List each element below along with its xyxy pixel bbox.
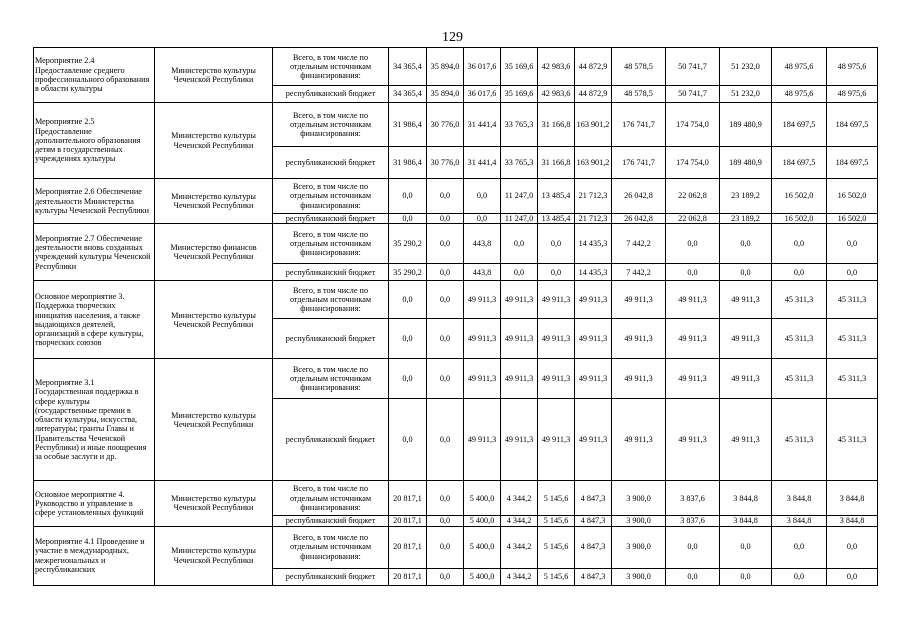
value-cell: 0,0 <box>464 214 501 224</box>
value-cell: 49 911,3 <box>666 399 720 481</box>
value-cell: 0,0 <box>666 224 720 264</box>
value-cell: 5 145,6 <box>538 516 575 526</box>
value-cell: 0,0 <box>501 224 538 264</box>
table-row <box>34 526 878 568</box>
value-cell: 16 502,0 <box>772 179 827 214</box>
executor: Министерство культуры Чеченской Республики <box>155 103 273 179</box>
funding-source: Всего, в том числе по отдельным источникам финансирования: <box>273 359 389 399</box>
value-cell: 13 485,4 <box>538 214 575 224</box>
funding-source: республиканский бюджет <box>273 516 389 526</box>
value-cell: 48 578,5 <box>612 86 666 103</box>
value-cell: 5 145,6 <box>538 568 575 585</box>
funding-source: Всего, в том числе по отдельным источникам финансирования: <box>273 526 389 568</box>
value-cell: 184 697,5 <box>772 147 827 179</box>
value-cell: 3 844,8 <box>827 481 878 516</box>
value-cell: 49 911,3 <box>575 399 612 481</box>
value-cell: 49 911,3 <box>720 359 772 399</box>
value-cell: 14 435,3 <box>575 264 612 281</box>
value-cell: 48 975,6 <box>827 48 878 86</box>
value-cell: 49 911,3 <box>501 319 538 359</box>
value-cell: 49 911,3 <box>720 319 772 359</box>
value-cell: 0,0 <box>427 319 464 359</box>
value-cell: 31 166,8 <box>538 103 575 147</box>
value-cell: 0,0 <box>772 264 827 281</box>
value-cell: 49 911,3 <box>612 359 666 399</box>
value-cell: 189 480,9 <box>720 103 772 147</box>
value-cell: 0,0 <box>427 264 464 281</box>
value-cell: 0,0 <box>427 179 464 214</box>
funding-source: Всего, в том числе по отдельным источникам финансирования: <box>273 103 389 147</box>
value-cell: 35 169,6 <box>501 48 538 86</box>
value-cell: 0,0 <box>427 281 464 319</box>
value-cell: 35 894,0 <box>427 48 464 86</box>
value-cell: 0,0 <box>720 568 772 585</box>
value-cell: 49 911,3 <box>666 359 720 399</box>
value-cell: 189 480,9 <box>720 147 772 179</box>
value-cell: 49 911,3 <box>612 319 666 359</box>
value-cell: 3 900,0 <box>612 516 666 526</box>
value-cell: 34 365,4 <box>389 48 427 86</box>
value-cell: 48 578,5 <box>612 48 666 86</box>
value-cell: 16 502,0 <box>772 214 827 224</box>
value-cell: 49 911,3 <box>575 281 612 319</box>
value-cell: 51 232,0 <box>720 48 772 86</box>
value-cell: 45 311,3 <box>772 399 827 481</box>
executor: Министерство финансов Чеченской Республики <box>155 224 273 281</box>
value-cell: 30 776,0 <box>427 147 464 179</box>
value-cell: 49 911,3 <box>464 399 501 481</box>
value-cell: 5 400,0 <box>464 481 501 516</box>
value-cell: 31 441,4 <box>464 103 501 147</box>
funding-source: Всего, в том числе по отдельным источникам финансирования: <box>273 179 389 214</box>
value-cell: 5 145,6 <box>538 526 575 568</box>
value-cell: 31 441,4 <box>464 147 501 179</box>
value-cell: 48 975,6 <box>827 86 878 103</box>
value-cell: 0,0 <box>827 224 878 264</box>
value-cell: 49 911,3 <box>720 399 772 481</box>
page-number: 129 <box>442 30 463 45</box>
value-cell: 50 741,7 <box>666 48 720 86</box>
value-cell: 23 189,2 <box>720 214 772 224</box>
value-cell: 22 062,8 <box>666 179 720 214</box>
value-cell: 16 502,0 <box>827 214 878 224</box>
funding-source: республиканский бюджет <box>273 147 389 179</box>
value-cell: 3 844,8 <box>720 481 772 516</box>
funding-source: республиканский бюджет <box>273 264 389 281</box>
executor: Министерство культуры Чеченской Республики <box>155 526 273 585</box>
executor: Министерство культуры Чеченской Республики <box>155 281 273 359</box>
funding-source: республиканский бюджет <box>273 86 389 103</box>
value-cell: 4 344,2 <box>501 568 538 585</box>
value-cell: 45 311,3 <box>827 359 878 399</box>
value-cell: 31 986,4 <box>389 103 427 147</box>
value-cell: 5 400,0 <box>464 568 501 585</box>
value-cell: 45 311,3 <box>827 399 878 481</box>
value-cell: 4 847,3 <box>575 568 612 585</box>
value-cell: 49 911,3 <box>501 281 538 319</box>
activity-name: Мероприятие 4.1 Проведение и участие в международных, межрегиональных и республиканских <box>34 526 155 585</box>
value-cell: 49 911,3 <box>575 359 612 399</box>
value-cell: 31 166,8 <box>538 147 575 179</box>
value-cell: 49 911,3 <box>720 281 772 319</box>
value-cell: 4 847,3 <box>575 526 612 568</box>
activity-name: Мероприятие 2.4 Предоставление среднего профессионального образования в области культуры <box>34 48 155 103</box>
value-cell: 0,0 <box>538 224 575 264</box>
value-cell: 0,0 <box>427 214 464 224</box>
value-cell: 34 365,4 <box>389 86 427 103</box>
executor: Министерство культуры Чеченской Республики <box>155 48 273 103</box>
value-cell: 45 311,3 <box>772 359 827 399</box>
value-cell: 45 311,3 <box>827 281 878 319</box>
value-cell: 21 712,3 <box>575 214 612 224</box>
value-cell: 11 247,0 <box>501 179 538 214</box>
value-cell: 0,0 <box>427 526 464 568</box>
value-cell: 49 911,3 <box>538 281 575 319</box>
funding-source: республиканский бюджет <box>273 319 389 359</box>
table-row <box>34 224 878 264</box>
value-cell: 49 911,3 <box>666 281 720 319</box>
value-cell: 184 697,5 <box>827 103 878 147</box>
value-cell: 0,0 <box>389 399 427 481</box>
value-cell: 50 741,7 <box>666 86 720 103</box>
value-cell: 3 844,8 <box>827 516 878 526</box>
value-cell: 33 765,3 <box>501 103 538 147</box>
value-cell: 4 344,2 <box>501 481 538 516</box>
value-cell: 44 872,9 <box>575 48 612 86</box>
executor: Министерство культуры Чеченской Республики <box>155 179 273 224</box>
value-cell: 44 872,9 <box>575 86 612 103</box>
value-cell: 49 911,3 <box>612 399 666 481</box>
value-cell: 49 911,3 <box>538 319 575 359</box>
value-cell: 3 844,8 <box>772 481 827 516</box>
value-cell: 23 189,2 <box>720 179 772 214</box>
value-cell: 33 765,3 <box>501 147 538 179</box>
value-cell: 176 741,7 <box>612 147 666 179</box>
activity-name: Мероприятие 2.6 Обеспечение деятельности Министерства культуры Чеченской Республики <box>34 179 155 224</box>
value-cell: 26 042,8 <box>612 214 666 224</box>
value-cell: 4 847,3 <box>575 516 612 526</box>
table-row <box>34 48 878 86</box>
value-cell: 49 911,3 <box>538 399 575 481</box>
value-cell: 49 911,3 <box>501 399 538 481</box>
activity-name: Мероприятие 2.5 Предоставление дополнительного образования детям в государственных учреждениях культуры <box>34 103 155 179</box>
value-cell: 20 817,1 <box>389 526 427 568</box>
value-cell: 20 817,1 <box>389 516 427 526</box>
value-cell: 16 502,0 <box>827 179 878 214</box>
value-cell: 0,0 <box>666 264 720 281</box>
value-cell: 0,0 <box>389 281 427 319</box>
value-cell: 0,0 <box>389 179 427 214</box>
value-cell: 14 435,3 <box>575 224 612 264</box>
value-cell: 21 712,3 <box>575 179 612 214</box>
funding-source: республиканский бюджет <box>273 568 389 585</box>
funding-source: Всего, в том числе по отдельным источникам финансирования: <box>273 224 389 264</box>
value-cell: 22 062,8 <box>666 214 720 224</box>
value-cell: 3 900,0 <box>612 568 666 585</box>
table-row <box>34 103 878 147</box>
value-cell: 0,0 <box>427 359 464 399</box>
value-cell: 35 290,2 <box>389 264 427 281</box>
value-cell: 51 232,0 <box>720 86 772 103</box>
value-cell: 0,0 <box>538 264 575 281</box>
value-cell: 45 311,3 <box>772 281 827 319</box>
funding-source: Всего, в том числе по отдельным источникам финансирования: <box>273 48 389 86</box>
value-cell: 0,0 <box>666 526 720 568</box>
value-cell: 0,0 <box>772 224 827 264</box>
value-cell: 7 442,2 <box>612 224 666 264</box>
value-cell: 0,0 <box>427 399 464 481</box>
table-row <box>34 359 878 399</box>
value-cell: 443,8 <box>464 224 501 264</box>
value-cell: 35 290,2 <box>389 224 427 264</box>
value-cell: 5 145,6 <box>538 481 575 516</box>
value-cell: 0,0 <box>666 568 720 585</box>
value-cell: 0,0 <box>427 481 464 516</box>
value-cell: 3 844,8 <box>772 516 827 526</box>
value-cell: 0,0 <box>827 526 878 568</box>
executor: Министерство культуры Чеченской Республики <box>155 359 273 481</box>
value-cell: 0,0 <box>389 319 427 359</box>
table-row <box>34 481 878 516</box>
value-cell: 0,0 <box>827 568 878 585</box>
value-cell: 0,0 <box>772 568 827 585</box>
funding-source: Всего, в том числе по отдельным источникам финансирования: <box>273 281 389 319</box>
value-cell: 49 911,3 <box>464 281 501 319</box>
value-cell: 3 900,0 <box>612 526 666 568</box>
table-row <box>34 281 878 319</box>
value-cell: 7 442,2 <box>612 264 666 281</box>
value-cell: 13 485,4 <box>538 179 575 214</box>
value-cell: 42 983,6 <box>538 48 575 86</box>
value-cell: 26 042,8 <box>612 179 666 214</box>
value-cell: 174 754,0 <box>666 103 720 147</box>
value-cell: 0,0 <box>827 264 878 281</box>
value-cell: 35 169,6 <box>501 86 538 103</box>
value-cell: 4 344,2 <box>501 516 538 526</box>
value-cell: 45 311,3 <box>772 319 827 359</box>
value-cell: 20 817,1 <box>389 568 427 585</box>
value-cell: 3 900,0 <box>612 481 666 516</box>
value-cell: 49 911,3 <box>501 359 538 399</box>
value-cell: 49 911,3 <box>464 359 501 399</box>
value-cell: 49 911,3 <box>575 319 612 359</box>
funding-source: республиканский бюджет <box>273 214 389 224</box>
table-row <box>34 179 878 214</box>
activity-name: Мероприятие 3.1 Государственная поддержка в сфере культуры (государственные премии в области культуры, искусства, литературы; гранты Главы и Правительства Чеченской Республики) и иные поощрения за особые заслуги и др. <box>34 359 155 481</box>
activity-name: Основное мероприятие 4. Руководство и управление в сфере установленных функций <box>34 481 155 526</box>
value-cell: 49 911,3 <box>666 319 720 359</box>
value-cell: 0,0 <box>389 214 427 224</box>
value-cell: 36 017,6 <box>464 86 501 103</box>
value-cell: 184 697,5 <box>827 147 878 179</box>
value-cell: 35 894,0 <box>427 86 464 103</box>
value-cell: 0,0 <box>427 568 464 585</box>
value-cell: 48 975,6 <box>772 86 827 103</box>
value-cell: 184 697,5 <box>772 103 827 147</box>
value-cell: 30 776,0 <box>427 103 464 147</box>
value-cell: 163 901,2 <box>575 103 612 147</box>
value-cell: 4 847,3 <box>575 481 612 516</box>
value-cell: 0,0 <box>720 264 772 281</box>
funding-source: Всего, в том числе по отдельным источникам финансирования: <box>273 481 389 516</box>
value-cell: 174 754,0 <box>666 147 720 179</box>
executor: Министерство культуры Чеченской Республики <box>155 481 273 526</box>
value-cell: 20 817,1 <box>389 481 427 516</box>
value-cell: 0,0 <box>501 264 538 281</box>
value-cell: 3 837,6 <box>666 481 720 516</box>
value-cell: 3 837,6 <box>666 516 720 526</box>
value-cell: 0,0 <box>427 516 464 526</box>
value-cell: 0,0 <box>427 224 464 264</box>
value-cell: 176 741,7 <box>612 103 666 147</box>
value-cell: 3 844,8 <box>720 516 772 526</box>
value-cell: 31 986,4 <box>389 147 427 179</box>
value-cell: 4 344,2 <box>501 526 538 568</box>
activity-name: Мероприятие 2.7 Обеспечение деятельности вновь созданных учреждений культуры Чеченской Республики <box>34 224 155 281</box>
value-cell: 5 400,0 <box>464 526 501 568</box>
value-cell: 5 400,0 <box>464 516 501 526</box>
value-cell: 42 983,6 <box>538 86 575 103</box>
value-cell: 0,0 <box>389 359 427 399</box>
value-cell: 49 911,3 <box>612 281 666 319</box>
value-cell: 443,8 <box>464 264 501 281</box>
value-cell: 49 911,3 <box>538 359 575 399</box>
value-cell: 0,0 <box>720 224 772 264</box>
value-cell: 163 901,2 <box>575 147 612 179</box>
funding-source: республиканский бюджет <box>273 399 389 481</box>
value-cell: 45 311,3 <box>827 319 878 359</box>
value-cell: 48 975,6 <box>772 48 827 86</box>
activity-name: Основное мероприятие 3. Поддержка творческих инициатив населения, а также выдающихся деятелей, организаций в сфере культуры, творческих союзов <box>34 281 155 359</box>
value-cell: 11 247,0 <box>501 214 538 224</box>
value-cell: 36 017,6 <box>464 48 501 86</box>
value-cell: 0,0 <box>720 526 772 568</box>
value-cell: 0,0 <box>464 179 501 214</box>
value-cell: 0,0 <box>772 526 827 568</box>
value-cell: 49 911,3 <box>464 319 501 359</box>
budget-table <box>33 47 878 586</box>
